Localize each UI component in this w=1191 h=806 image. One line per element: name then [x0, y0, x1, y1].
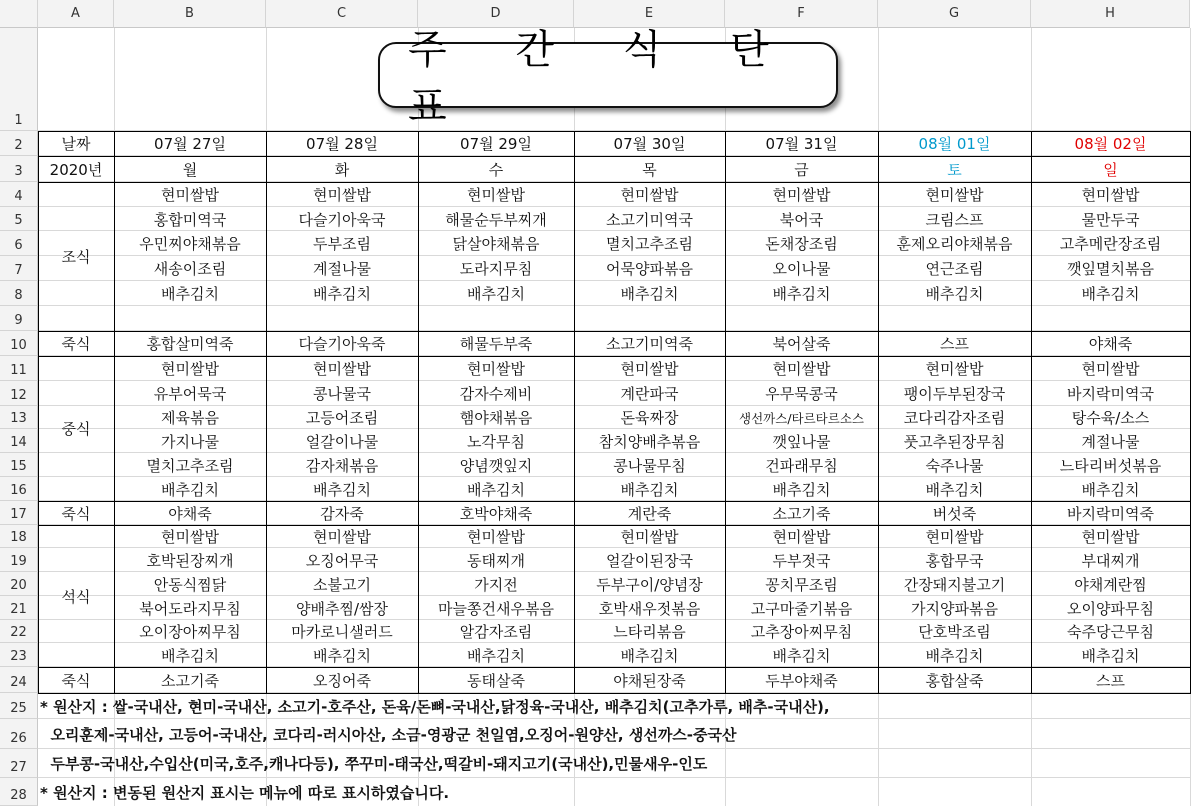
porridge-cell[interactable]: 동태살죽 — [467, 671, 525, 690]
menu-title-box[interactable] — [378, 27, 838, 130]
menu-cell[interactable]: 깻잎나물 — [772, 432, 831, 451]
menu-cell[interactable]: 양배추찜/쌈장 — [296, 599, 388, 618]
row-header[interactable]: 1 — [0, 28, 38, 131]
menu-cell[interactable]: 오이장아찌무침 — [139, 623, 241, 641]
menu-cell[interactable]: 가지나물 — [161, 432, 219, 451]
menu-cell[interactable]: 연근조림 — [925, 260, 984, 278]
gridline-horizontal — [38, 405, 1191, 406]
menu-cell[interactable] — [726, 307, 877, 330]
porridge-cell[interactable]: 홍합살미역죽 — [146, 335, 234, 353]
row-header[interactable]: 6 — [0, 231, 38, 256]
menu-cell[interactable]: 팽이두부된장국 — [903, 385, 1006, 403]
column-header[interactable]: H — [1031, 0, 1190, 28]
row-header[interactable]: 2 — [0, 131, 38, 156]
menu-cell[interactable]: 도라지무침 — [459, 260, 533, 278]
menu-cell[interactable]: 해물순두부찌개 — [445, 210, 547, 229]
date-cell[interactable]: 07월 30일 — [613, 135, 686, 153]
porridge-cell[interactable]: 스프 — [1096, 671, 1125, 690]
row-header[interactable]: 14 — [0, 429, 38, 453]
porridge-cell[interactable]: 두부야채죽 — [765, 671, 838, 690]
origin-note[interactable]: * 원산지 : 쌀-국내산, 현미-국내산, 소고기-호주산, 돈육/돈뼈-국내산,닭정육-국내산, 배추김치(고추가루, 배추-국내산), — [40, 697, 830, 716]
menu-cell[interactable]: 고추메란장조림 — [1059, 235, 1162, 253]
porridge-label[interactable]: 죽식 — [61, 335, 91, 353]
row-header[interactable]: 21 — [0, 596, 38, 620]
menu-cell[interactable]: 꽁치무조림 — [765, 575, 838, 594]
date-cell[interactable]: 07월 27일 — [154, 135, 226, 153]
gridline-horizontal — [38, 476, 1191, 477]
menu-cell[interactable]: 배추김치 — [467, 646, 525, 665]
menu-cell[interactable]: 현미쌀밥 — [925, 186, 984, 204]
row-header[interactable]: 15 — [0, 453, 38, 477]
gridline-horizontal — [38, 305, 1191, 306]
menu-cell[interactable]: 제육볶음 — [161, 409, 219, 427]
porridge-cell[interactable]: 버섯죽 — [932, 504, 977, 523]
gridline-horizontal — [38, 380, 1191, 381]
row-header[interactable]: 26 — [0, 719, 38, 749]
column-header[interactable]: E — [574, 0, 725, 28]
porridge-cell[interactable]: 오징어죽 — [313, 671, 371, 690]
menu-cell[interactable]: 양념깻잎지 — [459, 456, 533, 475]
menu-cell[interactable]: 건파래무침 — [765, 456, 838, 475]
menu-cell[interactable] — [419, 307, 573, 330]
menu-cell[interactable] — [267, 307, 417, 330]
menu-cell[interactable]: 현미쌀밥 — [313, 186, 371, 204]
row-header[interactable]: 24 — [0, 667, 38, 693]
row-header[interactable]: 25 — [0, 693, 38, 719]
column-header[interactable]: G — [878, 0, 1031, 28]
row-header[interactable]: 20 — [0, 572, 38, 596]
gridline-horizontal — [38, 595, 1191, 596]
menu-cell[interactable]: 홍합무국 — [925, 551, 984, 570]
porridge-cell[interactable]: 감자죽 — [320, 504, 364, 523]
menu-cell[interactable]: 배추김치 — [1081, 646, 1140, 665]
select-all-corner[interactable] — [0, 0, 38, 28]
menu-cell[interactable]: 고구마줄기볶음 — [750, 599, 853, 618]
gridline-horizontal — [38, 230, 1191, 231]
menu-cell[interactable]: 마카로니샐러드 — [291, 623, 393, 641]
porridge-cell[interactable]: 다슬기아욱죽 — [298, 335, 386, 353]
menu-cell[interactable]: 배추김치 — [620, 285, 679, 303]
menu-cell[interactable]: 배추김치 — [925, 480, 984, 499]
menu-cell[interactable]: 탕수육/소스 — [1071, 409, 1150, 427]
gridline-horizontal — [38, 206, 1191, 207]
menu-cell[interactable]: 우무묵콩국 — [765, 385, 838, 403]
menu-cell[interactable]: 홍합미역국 — [153, 210, 227, 229]
menu-cell[interactable]: 크림스프 — [925, 210, 984, 229]
menu-cell[interactable]: 현미쌀밥 — [313, 528, 371, 546]
porridge-cell[interactable]: 바지락미역죽 — [1067, 504, 1154, 523]
porridge-cell[interactable]: 스프 — [940, 335, 969, 353]
menu-cell[interactable]: 현미쌀밥 — [1081, 186, 1140, 204]
menu-cell[interactable]: 두부조림 — [313, 235, 371, 253]
menu-cell[interactable]: 현미쌀밥 — [620, 528, 679, 546]
breakfast-label[interactable]: 조식 — [61, 248, 91, 266]
row-header[interactable]: 17 — [0, 501, 38, 525]
menu-cell[interactable]: 배추김치 — [620, 646, 679, 665]
menu-cell[interactable]: 야채계란찜 — [1074, 575, 1147, 594]
menu-cell[interactable]: 소불고기 — [313, 575, 371, 594]
menu-title: 주 간 식 단 표 — [408, 27, 797, 130]
menu-cell[interactable]: 배추김치 — [313, 285, 371, 303]
row-header[interactable]: 8 — [0, 281, 38, 306]
porridge-cell[interactable]: 계란죽 — [627, 504, 672, 523]
row-header[interactable]: 12 — [0, 381, 38, 406]
gridline-horizontal — [38, 547, 1191, 548]
menu-cell[interactable]: 현미쌀밥 — [467, 528, 525, 546]
row-header[interactable]: 5 — [0, 207, 38, 231]
menu-cell[interactable]: 우민찌야채볶음 — [139, 235, 241, 253]
menu-cell[interactable]: 노각무침 — [467, 432, 525, 451]
menu-cell[interactable]: 현미쌀밥 — [925, 528, 984, 546]
day-cell[interactable]: 목 — [642, 160, 657, 179]
menu-cell[interactable]: 소고기미역국 — [606, 210, 693, 229]
column-header[interactable]: F — [725, 0, 878, 28]
day-cell[interactable]: 화 — [334, 160, 350, 179]
menu-cell[interactable]: 물만두국 — [1081, 210, 1140, 229]
menu-cell[interactable]: 배추김치 — [1081, 480, 1140, 499]
row-header[interactable]: 13 — [0, 406, 38, 429]
menu-cell[interactable]: 현미쌀밥 — [467, 186, 525, 204]
menu-cell[interactable]: 콩나물국 — [313, 385, 371, 403]
menu-cell[interactable]: 배추김치 — [161, 480, 219, 499]
menu-cell[interactable]: 배추김치 — [313, 480, 371, 499]
menu-cell[interactable]: 현미쌀밥 — [467, 360, 525, 378]
origin-note[interactable]: 오리훈제-국내산, 고등어-국내산, 코다리-러시아산, 소금-영광군 천일염,오징어-원양산, 생선까스-중국산 — [40, 725, 737, 744]
menu-cell[interactable]: 현미쌀밥 — [161, 186, 219, 204]
menu-cell[interactable]: 숙주나물 — [925, 456, 984, 475]
menu-cell[interactable]: 배추김치 — [772, 285, 831, 303]
menu-cell[interactable]: 유부어묵국 — [153, 385, 227, 403]
row-header[interactable]: 22 — [0, 620, 38, 643]
menu-cell[interactable]: 현미쌀밥 — [161, 360, 219, 378]
date-cell[interactable]: 07월 28일 — [306, 135, 378, 153]
menu-cell[interactable]: 북어도라지무침 — [139, 599, 241, 618]
menu-cell[interactable]: 바지락미역국 — [1067, 385, 1154, 403]
menu-cell[interactable]: 오징어무국 — [305, 551, 379, 570]
menu-cell[interactable]: 느타리볶음 — [613, 623, 686, 641]
row-header[interactable]: 28 — [0, 778, 38, 806]
menu-cell[interactable]: 간장돼지불고기 — [903, 575, 1006, 594]
row-header[interactable]: 16 — [0, 477, 38, 501]
gridline-horizontal — [38, 642, 1191, 643]
menu-cell[interactable]: 두부젓국 — [772, 551, 831, 570]
menu-cell[interactable]: 현미쌀밥 — [925, 360, 984, 378]
menu-cell[interactable]: 배추김치 — [1081, 285, 1140, 303]
column-header[interactable]: A — [38, 0, 114, 28]
menu-cell[interactable]: 동태찌개 — [467, 551, 525, 570]
porridge-cell[interactable]: 야채죽 — [168, 504, 212, 523]
menu-cell[interactable]: 오이나물 — [772, 260, 831, 278]
origin-note[interactable]: * 원산지 : 변동된 원산지 표시는 메뉴에 따로 표시하였습니다. — [40, 783, 450, 802]
menu-cell[interactable]: 훈제오리야채볶음 — [896, 235, 1013, 253]
menu-cell[interactable]: 배추김치 — [161, 646, 219, 665]
porridge-cell[interactable]: 야채죽 — [1088, 335, 1133, 353]
menu-cell[interactable]: 다슬기아욱국 — [298, 210, 386, 229]
row-header[interactable]: 23 — [0, 643, 38, 667]
gridline-horizontal — [38, 280, 1191, 281]
year-label-cell[interactable]: 2020년 — [49, 160, 103, 179]
menu-cell[interactable] — [115, 307, 265, 330]
menu-cell[interactable]: 호박새우젓볶음 — [598, 599, 701, 618]
porridge-cell[interactable]: 호박야채죽 — [459, 504, 533, 523]
menu-cell[interactable]: 배추김치 — [925, 285, 984, 303]
menu-cell[interactable]: 생선까스/타르타르소스 — [739, 410, 864, 426]
menu-cell[interactable]: 멸치고추조림 — [146, 456, 234, 475]
menu-cell[interactable] — [1032, 307, 1189, 330]
row-header[interactable]: 27 — [0, 749, 38, 778]
porridge-label[interactable]: 죽식 — [61, 504, 91, 523]
row-header[interactable]: 3 — [0, 156, 38, 182]
origin-note[interactable]: 두부콩-국내산,수입산(미국,호주,캐나다등), 쭈꾸미-태국산,떡갈비-돼지고기(국내산),민물새우-인도 — [40, 755, 708, 773]
menu-cell[interactable]: 알감자조림 — [459, 623, 533, 641]
date-cell[interactable]: 07월 31일 — [765, 135, 838, 153]
menu-cell[interactable]: 배추김치 — [620, 480, 679, 499]
menu-cell[interactable]: 배추김치 — [772, 480, 831, 499]
date-cell[interactable]: 08월 01일 — [918, 135, 991, 153]
row-header[interactable]: 9 — [0, 306, 38, 331]
menu-cell[interactable] — [575, 307, 724, 330]
porridge-cell[interactable]: 소고기죽 — [161, 671, 219, 690]
menu-cell[interactable]: 돈육짜장 — [620, 409, 679, 427]
gridline-horizontal — [38, 571, 1191, 572]
menu-cell[interactable]: 참치양배추볶음 — [598, 432, 701, 451]
menu-cell[interactable]: 닭살야채볶음 — [452, 235, 540, 253]
day-cell[interactable]: 일 — [1103, 160, 1118, 179]
menu-cell[interactable]: 돈채장조림 — [765, 235, 838, 253]
menu-cell[interactable]: 현미쌀밥 — [772, 360, 831, 378]
menu-cell[interactable]: 느타리버섯볶음 — [1059, 456, 1162, 475]
menu-cell[interactable]: 현미쌀밥 — [161, 528, 219, 546]
porridge-cell[interactable]: 북어살죽 — [772, 335, 831, 353]
row-header[interactable]: 4 — [0, 182, 38, 207]
column-header[interactable]: D — [418, 0, 574, 28]
column-header[interactable]: C — [266, 0, 418, 28]
date-cell[interactable]: 07월 29일 — [460, 135, 532, 153]
gridline-horizontal — [38, 255, 1191, 256]
menu-cell[interactable]: 현미쌀밥 — [313, 360, 371, 378]
gridline-horizontal — [38, 428, 1191, 429]
menu-cell[interactable]: 부대찌개 — [1081, 551, 1140, 570]
menu-cell[interactable]: 코다리감자조림 — [903, 409, 1006, 427]
menu-cell[interactable]: 배추김치 — [161, 285, 219, 303]
menu-cell[interactable]: 두부구이/양념장 — [596, 575, 703, 594]
menu-cell[interactable]: 깻잎멸치볶음 — [1067, 260, 1154, 278]
day-cell[interactable]: 토 — [947, 160, 962, 179]
menu-cell[interactable]: 고추장아찌무침 — [750, 623, 853, 641]
menu-cell[interactable]: 가지전 — [474, 575, 518, 594]
day-cell[interactable]: 수 — [488, 160, 504, 179]
menu-cell[interactable]: 배추김치 — [772, 646, 831, 665]
menu-cell[interactable]: 호박된장찌개 — [146, 551, 234, 570]
lunch-label[interactable]: 중식 — [61, 420, 91, 438]
menu-cell[interactable]: 감자수제비 — [459, 385, 533, 403]
menu-cell[interactable]: 고등어조림 — [305, 409, 379, 427]
menu-cell[interactable]: 배추김치 — [313, 646, 371, 665]
menu-cell[interactable]: 오이양파무침 — [1067, 599, 1154, 618]
menu-cell[interactable]: 현미쌀밥 — [772, 528, 831, 546]
menu-cell[interactable]: 현미쌀밥 — [620, 186, 679, 204]
gridline-horizontal — [38, 619, 1191, 620]
menu-cell[interactable]: 현미쌀밥 — [772, 186, 831, 204]
gridline-horizontal — [38, 452, 1191, 453]
column-header[interactable]: B — [114, 0, 266, 28]
day-cell[interactable]: 월 — [182, 160, 198, 179]
menu-cell[interactable]: 얼갈이나물 — [305, 432, 379, 451]
menu-cell[interactable]: 현미쌀밥 — [620, 360, 679, 378]
menu-cell[interactable]: 현미쌀밥 — [1081, 528, 1140, 546]
menu-cell[interactable]: 배추김치 — [467, 480, 525, 499]
row-header[interactable]: 19 — [0, 548, 38, 572]
menu-cell[interactable] — [879, 307, 1030, 330]
menu-cell[interactable]: 현미쌀밥 — [1081, 360, 1140, 378]
menu-cell[interactable]: 멸치고추조림 — [606, 235, 693, 253]
menu-cell[interactable]: 콩나물무침 — [613, 456, 686, 475]
row-header[interactable]: 18 — [0, 525, 38, 548]
date-label-cell[interactable]: 날짜 — [61, 135, 91, 153]
porridge-cell[interactable]: 홍합살죽 — [925, 671, 984, 690]
porridge-cell[interactable]: 해물두부죽 — [459, 335, 533, 353]
row-header[interactable]: 7 — [0, 256, 38, 281]
porridge-cell[interactable]: 야채된장죽 — [613, 671, 686, 690]
menu-cell[interactable]: 햄야채볶음 — [459, 409, 533, 427]
menu-cell[interactable]: 감자채볶음 — [305, 456, 379, 475]
menu-cell[interactable]: 배추김치 — [925, 646, 984, 665]
menu-cell[interactable]: 새송이조림 — [153, 260, 227, 278]
menu-cell[interactable]: 가지양파볶음 — [911, 599, 998, 618]
porridge-label[interactable]: 죽식 — [61, 671, 91, 690]
row-header[interactable]: 10 — [0, 331, 38, 356]
dinner-label[interactable]: 석식 — [61, 587, 91, 606]
menu-cell[interactable]: 안동식찜닭 — [153, 575, 227, 594]
menu-cell[interactable]: 북어국 — [779, 210, 824, 229]
date-cell[interactable]: 08월 02일 — [1074, 135, 1147, 153]
row-header[interactable]: 11 — [0, 356, 38, 381]
menu-cell[interactable]: 어묵양파볶음 — [606, 260, 693, 278]
menu-cell[interactable]: 배추김치 — [467, 285, 525, 303]
menu-cell[interactable]: 계란파국 — [620, 385, 679, 403]
menu-cell[interactable]: 계절나물 — [313, 260, 371, 278]
menu-cell[interactable]: 마늘쫑건새우볶음 — [438, 599, 554, 618]
day-cell[interactable]: 금 — [794, 160, 809, 179]
menu-cell[interactable]: 얼갈이된장국 — [606, 551, 693, 570]
porridge-cell[interactable]: 소고기미역죽 — [606, 335, 693, 353]
menu-cell[interactable]: 계절나물 — [1081, 432, 1140, 451]
menu-cell[interactable]: 단호박조림 — [918, 623, 991, 641]
porridge-cell[interactable]: 소고기죽 — [772, 504, 831, 523]
menu-cell[interactable]: 풋고추된장무침 — [903, 432, 1006, 451]
menu-cell[interactable]: 숙주당근무침 — [1067, 623, 1154, 641]
